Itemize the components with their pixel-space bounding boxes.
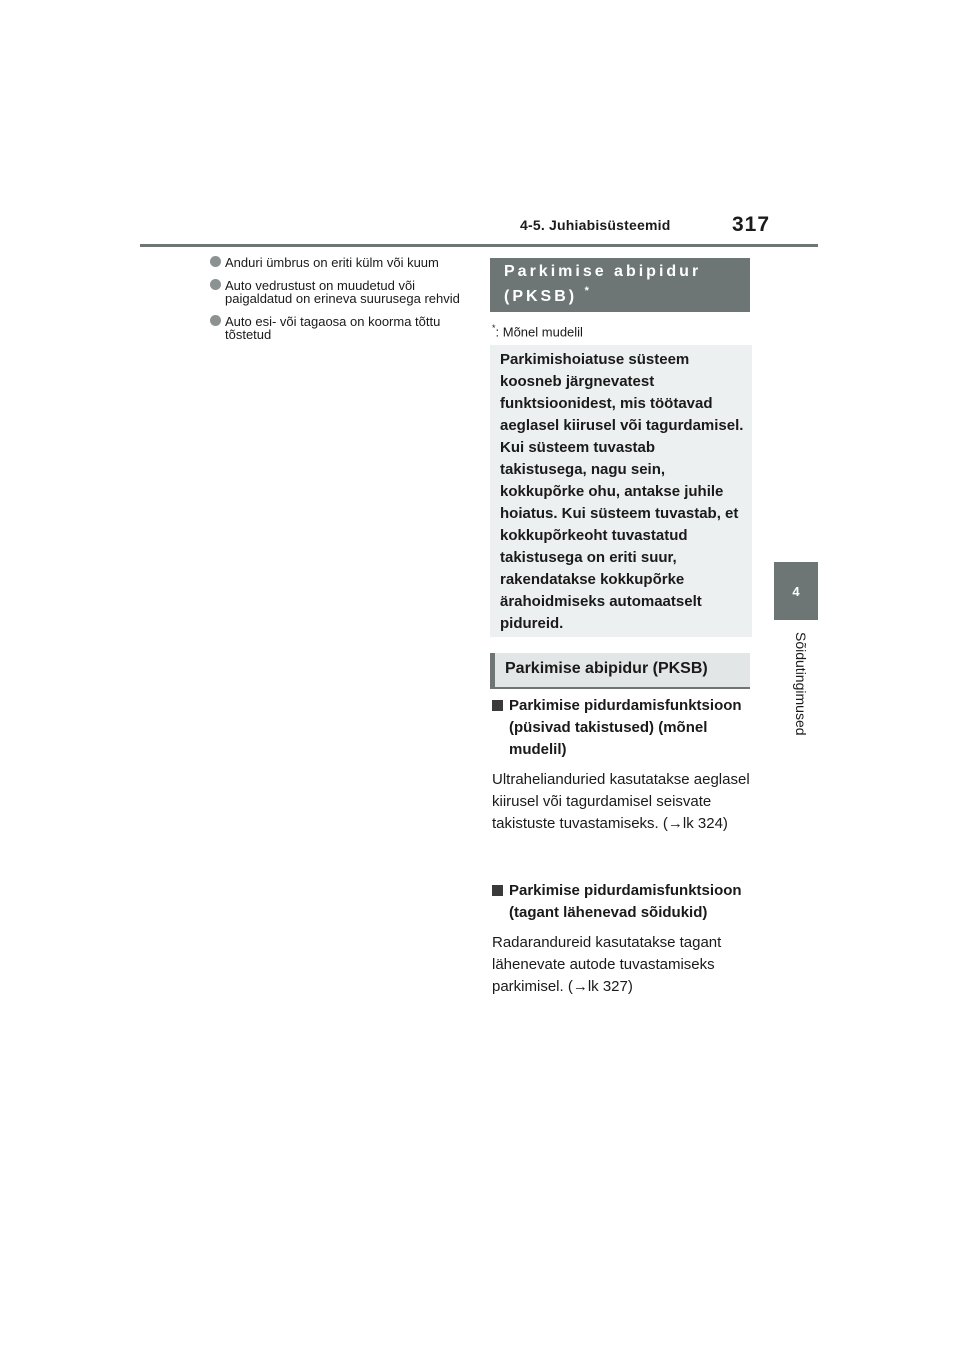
function-section: [492, 695, 754, 835]
chapter-label: Sõidutingimused: [793, 632, 809, 736]
bullet-dot-icon: [210, 315, 221, 326]
summary-box: [490, 345, 752, 637]
title-line-1: Parkimise abipidur: [504, 263, 702, 280]
footnote-mark: *: [492, 323, 496, 333]
function-heading-text: Parkimise pidurdamisfunktsioon (püsivad takistused) (mõnel mudelil): [509, 697, 742, 758]
header-divider: [140, 244, 818, 247]
chapter-tab: [774, 562, 818, 620]
square-bullet-icon: [492, 700, 503, 711]
section-title: 4-5. Juhiabisüsteemid: [520, 217, 671, 233]
title-abbreviation: (PKSB): [504, 288, 578, 305]
function-heading-text: Parkimise pidurdamisfunktsioon (tagant lähenevad sõidukid): [509, 882, 742, 921]
title-asterisk: *: [584, 285, 589, 297]
footnote-text: : Mõnel mudelil: [495, 324, 583, 340]
title-line-2: [504, 285, 589, 306]
list-item: [210, 256, 472, 269]
bullet-dot-icon: [210, 256, 221, 267]
chapter-number: 4: [792, 583, 800, 599]
function-heading: [492, 880, 754, 924]
function-heading: [492, 695, 754, 761]
square-bullet-icon: [492, 885, 503, 896]
chapter-title-box: [490, 258, 750, 312]
list-item-text: Auto esi- või tagaosa on koorma tõttu tõstetud: [225, 314, 441, 342]
list-item-text: Auto vedrustust on muudetud või paigaldatud on erineva suurusega rehvid: [225, 278, 460, 306]
footnote: [492, 323, 583, 339]
summary-text: Parkimishoiatuse süsteem koosneb järgnevatest funktsioonidest, mis töötavad aeglasel kiirusel või tagurdamisel. Kui süsteem tuvastab takistusega, nagu sein, kokkupõrke ohu, antakse juhile hoiatus. Kui süsteem tuvastab, et kokkupõrkeoht tuvastatud takistusega on eriti suur, rakendatakse kokkupõrke ärahoidmiseks automaatselt pidureid.: [500, 351, 744, 632]
subheading-text: Parkimise abipidur (PKSB): [505, 660, 708, 677]
function-body: Radarandureid kasutatakse tagant lähenevate autode tuvastamiseks parkimisel. (→lk 327): [492, 934, 722, 995]
section-subheading: [490, 653, 750, 689]
page-number: 317: [732, 213, 771, 236]
function-body: Ultrahelianduried kasutatakse aeglasel kiirusel või tagurdamisel seisvate takistuste tuvastamiseks. (→lk 324): [492, 771, 750, 832]
bullet-dot-icon: [210, 279, 221, 290]
list-item: [210, 315, 472, 341]
condition-list: [210, 256, 472, 351]
function-section: [492, 880, 754, 998]
list-item-text: Anduri ümbrus on eriti külm või kuum: [225, 255, 439, 270]
list-item: [210, 279, 472, 305]
